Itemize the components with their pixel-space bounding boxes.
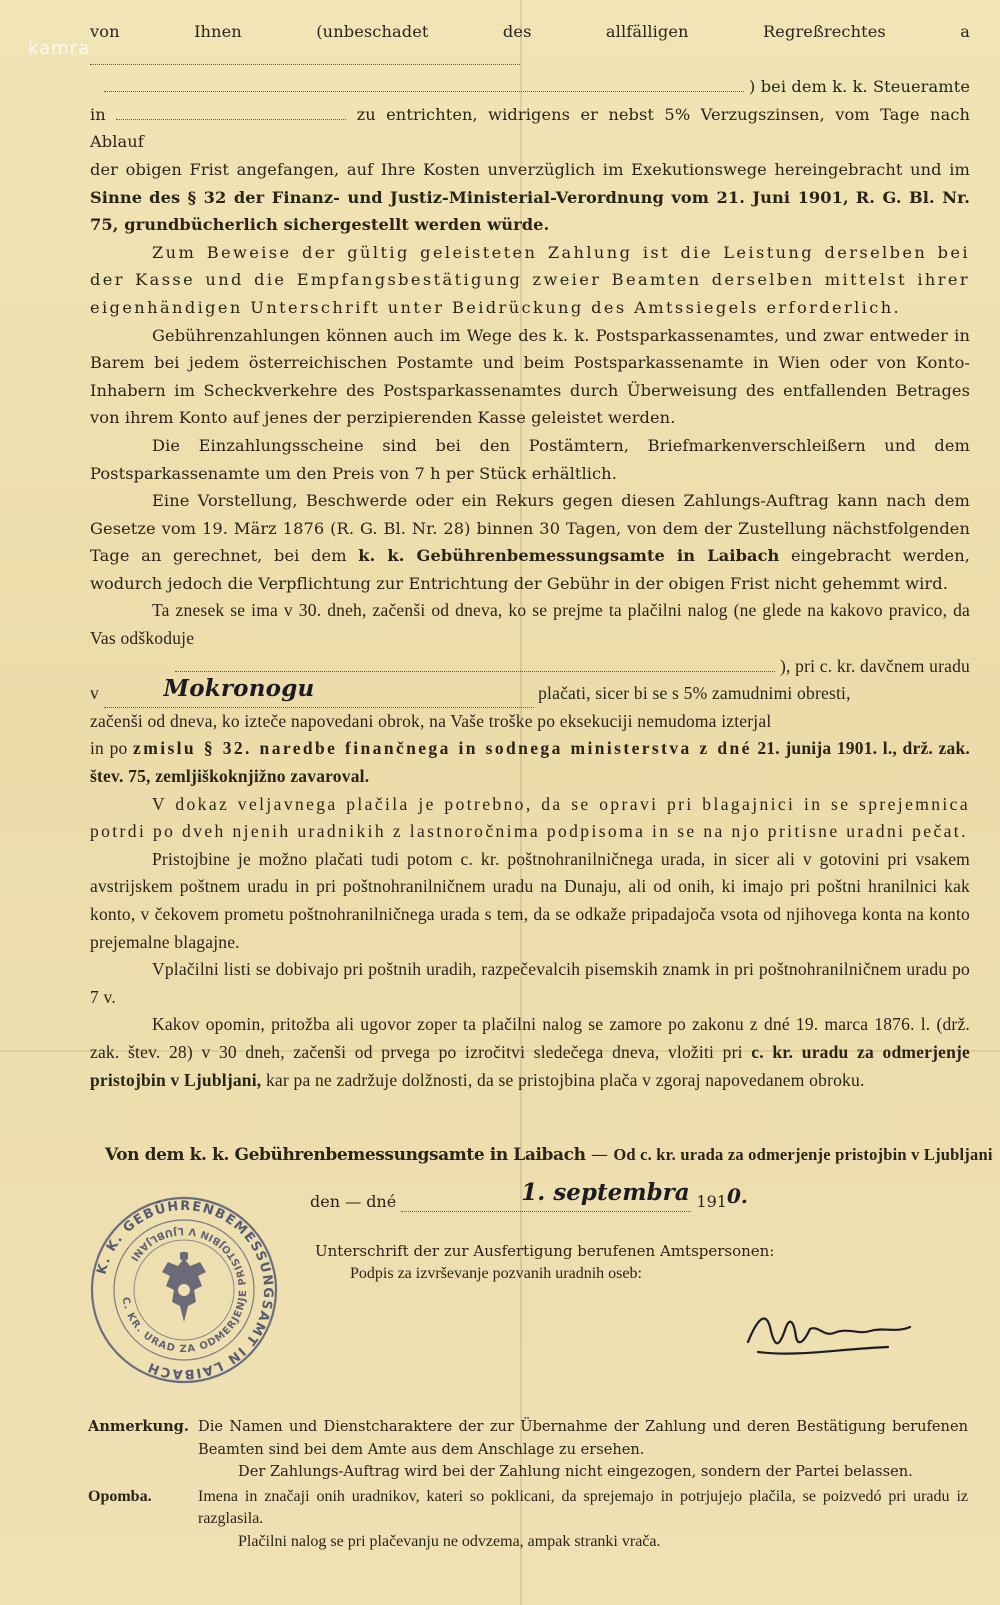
german-text: ) bei dem k. k. Steueramte <box>749 77 970 97</box>
blank-field <box>104 77 744 92</box>
slovene-text: in po <box>90 738 128 759</box>
slovene-paragraph-1 <box>90 597 970 652</box>
german-bold-text: k. k. Gebührenbemessungsamte in Laibach <box>358 546 780 566</box>
note-text-german: Die Namen und Dienstcharaktere der zur Übernahme der Zahlung und deren Bestätigung berufenen Beamten sind bei dem Amte aus dem Anschlage zu ersehen. <box>198 1418 968 1458</box>
seal-inner-text: C. KR. URAD ZA ODMERJENJE PRISTOJBIN V LJUBLJANI <box>119 1224 250 1356</box>
slovene-line-5 <box>90 735 970 790</box>
german-paragraph-3: Gebührenzahlungen können auch im Wege des k. k. Postsparkassenamtes, und zwar entweder in Barem bei jedem österreichischen Postamte und beim Postsparkassenamte in Wien oder von Konto-Inhabern im Scheckverkehre des Postsparkassenamtes durch Überweisung des entfallenden Betrages von ihrem Konto auf jenes der perzipierenden Kasse geleistet werden. <box>90 325 970 428</box>
slovene-text: v <box>90 683 99 704</box>
german-line-4 <box>90 156 970 239</box>
official-seal-stamp <box>88 1194 280 1386</box>
german-text: in <box>90 104 106 124</box>
german-text: zu entrichten, widrigens er nebst 5% Verzugszinsen, vom Tage nach Ablauf <box>90 104 971 152</box>
signature-caption-german: Unterschrift der zur Ausfertigung berufenen Amtspersonen: <box>315 1242 775 1260</box>
german-text: eingebracht werden, wodurch jedoch die Verpflichtung zur Entrichtung der Gebühr in der obigen Frist nicht gehemmt wird. <box>90 546 970 593</box>
slovene-paragraph-3: Pristojbine je možno plačati tudi potom c. kr. poštnohranilničnega urada, in sicer ali v gotovini pri vsakem avstrijskem poštnem uradu in pri poštnohranilničnem uradu na Dunaju, ali od onih, ki imajo pri poštni hranilnici kak konto, v čekovem prometu poštnohranilničnega urada s tem, da se odkaže pripadajoča vsota od njihovega konta na konto prejemalne blagajne. <box>90 848 970 952</box>
main-text <box>90 18 970 1094</box>
slovene-bold-text: zmislu § 32. naredbe finančnega in sodnega ministerstva z dné <box>133 738 752 759</box>
slovene-line-3 <box>90 674 970 708</box>
tax-office-field <box>104 674 534 708</box>
german-line-2 <box>90 73 970 101</box>
notes-section <box>88 1416 968 1553</box>
note-slovene <box>88 1486 968 1531</box>
slovene-text: Ta znesek se ima v 30. dneh, začenši od dneva, ko se prejme ta plačilni nalog (ne glede na kakovo pravico, da Vas odškoduje <box>90 600 970 649</box>
watermark: kamra <box>28 38 91 59</box>
slovene-text: kar pa ne zadržuje dolžnosti, da se pristojbina plača v zgoraj napovedanem obroku. <box>265 1069 865 1090</box>
slovene-text: ), pri c. kr. davčnem uradu <box>779 655 970 676</box>
note-text-slovene-2: Plačilni nalog se pri plačevanju ne odvzema, ampak stranki vrača. <box>238 1532 661 1550</box>
seal-outer-text: K. K. GEBÜHRENBEMESSUNGSAMT IN LAIBACH <box>94 1198 276 1382</box>
separator-dash: — <box>590 1145 608 1165</box>
german-line-3 <box>90 101 970 156</box>
german-bold-text: Sinne <box>90 187 143 207</box>
german-line-1 <box>90 18 970 73</box>
german-paragraph-2: Zum Beweise der gültig geleisteten Zahlung ist die Leistung derselben bei der Kasse und die Empfangsbestätigung zweier Beamten derselben mittelst ihrer eigenhändigen Unterschrift unter Beidrückung des Amtssiegels erforderlich. <box>90 242 970 317</box>
note-german <box>88 1416 968 1461</box>
slovene-line-4: začenši od dneva, ko izteče napovedani obrok, na Vaše troške po eksekuciji nemudoma izterjal <box>90 710 772 731</box>
german-text: von Ihnen (unbeschadet des allfälligen Regreßrechtes a <box>90 22 970 41</box>
slovene-paragraph-2: V dokaz veljavnega plačila je potrebno, da se opravi pri blagajnici in se sprejemnica potrdi po dveh njenih uradnikih z lastnoročnima podpisoma in se na njo pritisne uradni pečat. <box>90 793 970 842</box>
year-printed: 191 <box>696 1192 727 1211</box>
slovene-bold-text: 21. junija 1901. l., drž. zak. štev. 75, zemljiškoknjižno zavaroval. <box>90 738 970 787</box>
german-paragraph-4: Die Einzahlungsscheine sind bei den Postämtern, Briefmarkenverschleißern und dem Postsparkassenamte um den Preis von 7 h per Stück erhältlich. <box>90 435 970 483</box>
blank-field <box>175 657 775 672</box>
blank-field <box>90 50 520 65</box>
issuing-office-german: Von dem k. k. Gebührenbemessungsamte in Laibach <box>105 1145 586 1165</box>
signature-caption-slovene: Podpis za izvrševanje pozvanih uradnih oseb: <box>350 1265 642 1282</box>
german-text: der obigen Frist angefangen, auf Ihre Kosten unverzüglich im Exekutionswege hereingebracht und im <box>90 159 970 179</box>
german-bold-text: R. G. Bl. Nr. 75, grundbücherlich sichergestellt werden würde. <box>90 187 970 235</box>
handwritten-tax-office: Mokronogu <box>163 674 315 702</box>
note-text-german-2: Der Zahlungs-Auftrag wird bei der Zahlung nicht eingezogen, sondern der Partei belassen. <box>238 1463 913 1480</box>
slovene-paragraph-4: Vplačilni listi se dobivajo pri poštnih uradih, razpečevalcih pisemskih znamk in pri poštnohranilničnem uradu po 7 v. <box>90 959 970 1007</box>
blank-field <box>116 105 346 120</box>
slovene-text: plačati, sicer bi se s 5% zamudnimi obresti, <box>538 683 851 704</box>
slovene-paragraph-5 <box>90 1011 970 1094</box>
note-text-slovene: Imena in značaji onih uradnikov, kateri so poklicani, da sprejemajo in potrjujejo plačila, se poizvedó pri uradu iz razglasila. <box>198 1487 968 1527</box>
note-label-german: Anmerkung. <box>88 1418 189 1435</box>
handwritten-year: 0. <box>726 1184 748 1208</box>
handwritten-signature <box>738 1297 918 1367</box>
note-label-slovene: Opomba. <box>88 1487 152 1505</box>
slovene-bold-text: c. kr. uradu za odmerjenje pristojbin v Ljubljani, <box>90 1041 971 1090</box>
date-label: den — dné <box>310 1192 397 1211</box>
slovene-text: Kakov opomin, pritožba ali ugovor zoper ta plačilni nalog se zamore po zakonu z dné 19. marca 1876. l. (drž. zak. štev. 28) v 30 dneh, začenši od prvega po izročitvi sledečega dneva, vložiti pri <box>90 1014 970 1062</box>
date-line <box>310 1179 748 1212</box>
german-bold-text: des § 32 der Finanz- und Justiz-Ministerial-Verordnung vom 21. Juni 1901, <box>149 187 849 207</box>
issuing-office-slovene: Od c. kr. urada za odmerjenje pristojbin v Ljubljani <box>613 1145 993 1164</box>
german-paragraph-5 <box>90 487 970 597</box>
issuing-office-line <box>105 1145 993 1165</box>
german-text: Eine Vorstellung, Beschwerde oder ein Rekurs gegen diesen Zahlungs-Auftrag kann nach dem Gesetze vom 19. März 1876 (R. G. Bl. Nr. 28) binnen 30 Tagen, von dem der Zustellung nächstfolgenden Tage an gerechnet, bei dem <box>90 491 970 566</box>
date-field <box>401 1179 691 1212</box>
handwritten-date: 1. septembra <box>521 1179 690 1206</box>
double-eagle-emblem <box>162 1252 206 1322</box>
